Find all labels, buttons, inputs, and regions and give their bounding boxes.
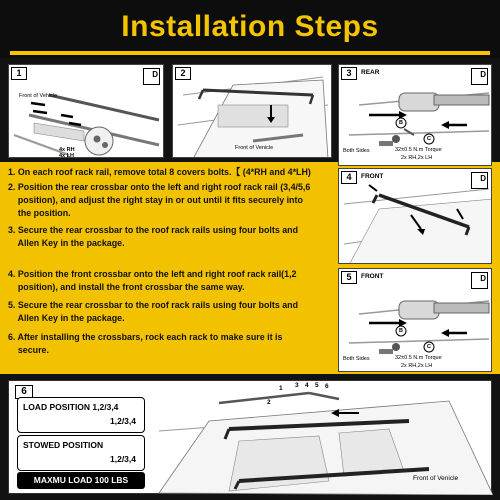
stowed-position-title: STOWED POSITION [23,440,104,450]
stowed-position-value: 1,2/3,4 [110,454,136,464]
front-of-vehicle-label: Front of Venicle [413,475,459,482]
torque-label: 32±0.5 N.m Torque [395,147,442,153]
step-4-text: 4. Position the front crossbar onto the left and right roof rack rail(1,2 position), and install the front crossbar the same way. [8,269,297,292]
header [0,0,500,58]
both-sides-label: Both Sides [343,356,370,362]
front-label: FRONT [361,173,384,180]
rh-count: 4x RH [59,147,75,153]
step-1-illustration [9,65,164,158]
position-4: 4 [305,382,309,389]
rear-label: REAR [361,69,380,76]
header-underline [10,51,490,55]
quantity-label: 2x RH,2x LH [401,363,433,369]
compass-icon: D [471,68,488,85]
step-4-number: 4 [341,171,357,184]
position-5: 5 [315,382,319,389]
page-title: Installation Steps [121,10,379,43]
position-2: 2 [267,399,271,406]
callout-c: C [427,136,431,142]
step-2-number: 2 [175,67,191,80]
step-5-panel [338,268,492,372]
max-load-label: MAXMU LOAD 100 LBS [17,472,145,489]
step-6-number: 6 [15,385,33,399]
step-1-panel [8,64,164,158]
front-label: FRONT [361,273,384,280]
compass-icon: D [143,68,160,85]
lh-count: 4x LH [59,153,74,158]
step-3-number: 3 [341,67,357,80]
step-4-illustration [339,169,492,264]
load-position-value: 1,2/3,4 [110,416,136,426]
position-6: 6 [325,383,329,390]
step-1-text: 1. On each roof rack rail, remove total 8 covers bolts.【 (4*RH and 4*LH) [8,167,311,177]
callout-c: C [427,344,431,350]
step-5-text: 5. Secure the rear crossbar to the roof rack rails using four bolts and Allen Key in the package. [8,300,298,323]
step-3-panel [338,64,492,166]
step-2-text: 2. Position the rear crossbar onto the left and right roof rack rail (3,4/5,6 position), and adjust the right stay in or out until it fits securely into the position. [8,182,311,218]
step-2-panel [172,64,332,158]
callout-b: B [399,328,403,334]
quantity-label: 2x RH,2x LH [401,155,433,161]
step-5-number: 5 [341,271,357,284]
step-6-text: 6. After installing the crossbars, rock each rack to make sure it is secure. [8,332,283,355]
step-6-panel [8,380,492,494]
callout-b: B [399,120,403,126]
position-3: 3 [295,382,299,389]
torque-label: 32±0.5 N.m Torque [395,355,442,361]
front-of-vehicle-label: Front of Vehicle [19,93,58,99]
position-1: 1 [279,385,283,392]
load-position-title: LOAD POSITION 1,2/3,4 [23,402,119,412]
compass-icon: D [471,172,488,189]
step-3-text: 3. Secure the rear crossbar to the roof rack rails using four bolts and Allen Key in the package. [8,225,298,248]
step-1-number: 1 [11,67,27,80]
both-sides-label: Both Sides [343,148,370,154]
step-4-panel [338,168,492,264]
compass-icon: D [471,272,488,289]
front-of-vehicle-label: Front of Venicle [235,145,274,151]
